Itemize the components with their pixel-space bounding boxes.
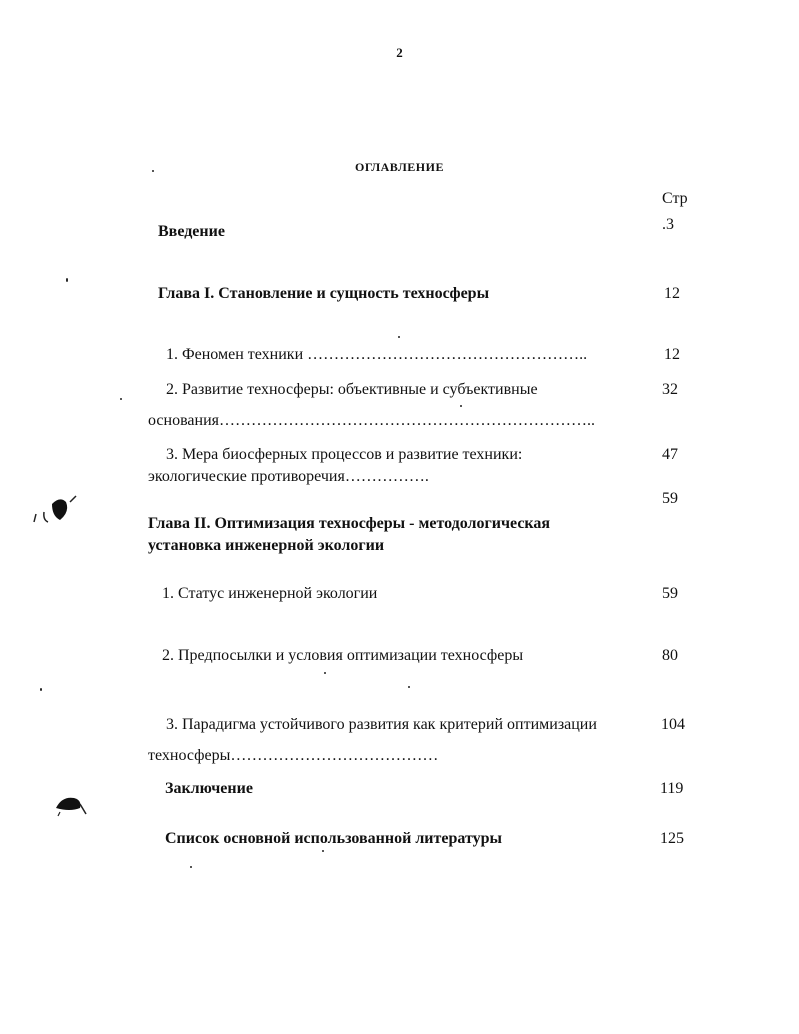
scan-speck bbox=[40, 688, 42, 691]
document-title: ОГЛАВЛЕНИЕ bbox=[355, 160, 444, 174]
toc-ch1-s1-label: 1. Феномен техники …………………………………………….. bbox=[166, 346, 588, 363]
toc-intro-label: Введение bbox=[158, 223, 225, 240]
toc-chapter1-label: Глава I. Становление и сущность техносферы bbox=[158, 285, 490, 302]
toc-chapter2-page: 59 bbox=[662, 490, 678, 507]
toc-conclusion-page: 119 bbox=[660, 780, 684, 797]
toc-references-page: 125 bbox=[660, 830, 684, 847]
toc-chapter1-page: 12 bbox=[664, 285, 680, 302]
toc-ch2-s3-page: 104 bbox=[661, 716, 685, 733]
scan-speck bbox=[408, 686, 410, 688]
toc-ch1-s1-page: 12 bbox=[664, 346, 680, 363]
toc-ch2-s1-label: 1. Статус инженерной экологии bbox=[162, 585, 378, 602]
page-column-header-line2: .3 bbox=[662, 216, 674, 233]
toc-ch1-s2-line2: основания…………………………………………………………….. bbox=[148, 412, 595, 429]
ink-blot-lower bbox=[52, 790, 92, 820]
scan-speck bbox=[460, 405, 462, 407]
toc-ch2-s2-page: 80 bbox=[662, 647, 678, 664]
scan-speck bbox=[66, 278, 68, 282]
toc-references-label: Список основной использованной литературы bbox=[165, 830, 502, 847]
ink-blot-upper bbox=[30, 492, 82, 528]
toc-conclusion-label: Заключение bbox=[165, 780, 253, 797]
scan-speck bbox=[120, 398, 122, 400]
toc-ch1-s3-line2: экологические противоречия……………. bbox=[148, 468, 429, 485]
scan-speck bbox=[398, 336, 400, 338]
scan-speck bbox=[322, 850, 324, 852]
toc-ch1-s2-line1: 2. Развитие техносферы: объективные и субъективные bbox=[166, 381, 538, 398]
toc-ch1-s2-page: 32 bbox=[662, 381, 678, 398]
toc-ch2-s1-page: 59 bbox=[662, 585, 678, 602]
toc-ch1-s3-line1: 3. Мера биосферных процессов и развитие техники: bbox=[166, 446, 523, 463]
toc-ch2-s2-label: 2. Предпосылки и условия оптимизации техносферы bbox=[162, 647, 524, 664]
toc-chapter2-line1: Глава II. Оптимизация техносферы - методологическая bbox=[148, 515, 551, 532]
page-number: 2 bbox=[396, 45, 403, 60]
scan-speck bbox=[190, 866, 192, 868]
toc-ch2-s3-line2: техносферы………………………………… bbox=[148, 747, 439, 764]
toc-ch2-s3-line1: 3. Парадигма устойчивого развития как критерий оптимизации bbox=[166, 716, 597, 733]
page-column-header-line1: Стр bbox=[662, 190, 688, 207]
scan-speck bbox=[324, 672, 326, 674]
toc-ch1-s3-page: 47 bbox=[662, 446, 678, 463]
scan-speck bbox=[152, 170, 154, 172]
toc-chapter2-line2: установка инженерной экологии bbox=[148, 537, 385, 554]
